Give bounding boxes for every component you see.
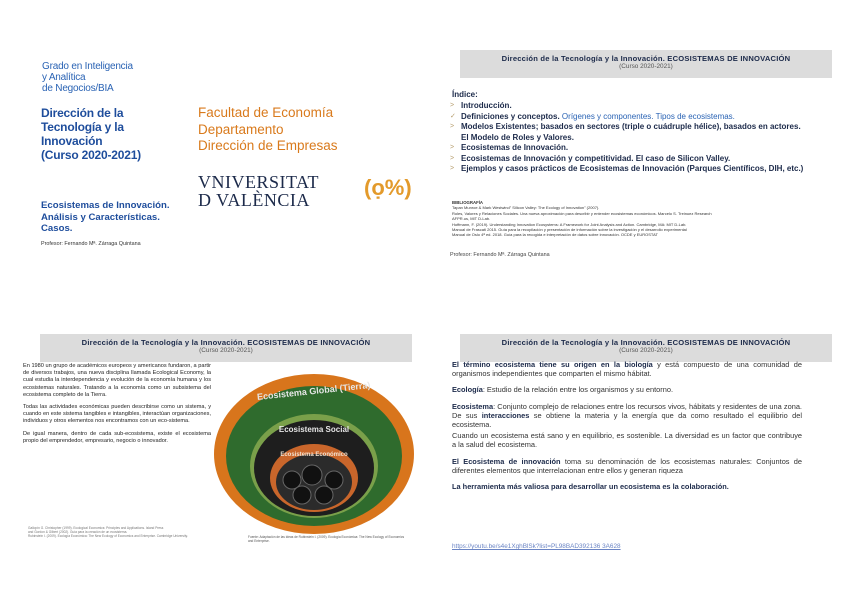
index-item-bold: Ecosistemas de Innovación y competitividad. El caso de Silicon Valley. [461, 153, 731, 163]
university-name-line: VNIVERSITAT [198, 172, 320, 192]
index-item [450, 101, 810, 112]
faculty-line: Dirección de Empresas [198, 138, 338, 153]
bibliography-entry: AFPR.us, MIT D-Lab. [452, 216, 491, 222]
subject-line: Análisis y Características. [41, 211, 160, 223]
course-title-line: Innovación [41, 134, 103, 148]
faculty-logo-icon: (ọ%) [364, 175, 412, 200]
subject-line: Casos. [41, 223, 73, 234]
header-course: (Curso 2020-2021) [619, 347, 673, 354]
definition-biology [452, 360, 802, 378]
definition-term: El Ecosistema de innovación [452, 456, 561, 466]
course-title [41, 106, 141, 162]
definition-health: Cuando un ecosistema está sano y en equilibrio, es sostenible. La diversidad es un factor que contribuye a la salud del ecosistema. [452, 431, 802, 450]
header-title: Dirección de la Tecnología y la Innovación. ECOSISTEMAS DE INNOVACIÓN [81, 338, 371, 347]
bibliography-entry: Tapan Munroe & Mark Westwind" Silicon Valley: The Ecology of Innovation" (2007). [452, 205, 600, 211]
ecology-text [23, 363, 211, 450]
subject-line: Ecosistemas de Innovación. [41, 200, 170, 211]
bibliography-entry: Hoffmann, F. (2019). Understanding Innovation Ecosystems: A Framework for Joint Analysis and Action. Cambridge, MA: MIT D-Lab. [452, 221, 687, 227]
video-link[interactable]: https://youtu.be/s4e1XghBlSk?list=PL98BAD392136 3A628 [452, 543, 621, 550]
slide-subject [41, 200, 170, 235]
degree-line: Grado en Inteligencia [42, 61, 133, 72]
diagram-middle-label: Ecosistema Social [278, 425, 350, 434]
reference-line: Rubinstein I. (2009). Ecología Económica: The New Ecology of Economics and Enterprise. Cambridge University. [28, 534, 188, 538]
index-item-bold: Ecosistemas de Innovación. [461, 143, 569, 152]
index-item [450, 164, 810, 175]
header-course: (Curso 2020-2021) [199, 347, 253, 354]
definition-text: y está compuesto de una comunidad de organismos independientes que comparten el mismo hábitat. [452, 360, 802, 379]
faculty-line: Facultad de Economía [198, 105, 334, 120]
header-course: (Curso 2020-2021) [619, 63, 673, 70]
slide-header [40, 334, 412, 362]
diagram-node [302, 465, 322, 485]
bibliography-entry: Manual de Oslo 4ª ed. 2018. Guía para la recogida e interpretación de datos sobre innovación. OCDE y EUROSTAT [452, 232, 658, 238]
index-item-bold: Definiciones y conceptos. [461, 111, 560, 121]
diagram-node [293, 486, 311, 504]
ecology-paragraph: En 1980 un grupo de académicos europeos y americanos fundaron, a partir de diversos trabajos, una nueva disciplina llamada Ecological Economy, la cual estudia la interdependencia y evolución de la economía humana y los ecosistemas naturales. Tratando a la economía como un subsistema del ecosistema completo de la Tierra. [23, 363, 211, 398]
header-title: Dirección de la Tecnología y la Innovación. ECOSISTEMAS DE INNOVACIÓN [501, 338, 791, 347]
index-item-rest: Orígenes y componentes. Tipos de ecosistemas. [559, 111, 735, 121]
index-item [450, 143, 810, 154]
reference-line: Gallopín G. Christopher (1999). Ecological Economics: Principles and Applications. Island Press [28, 526, 164, 530]
bibliography [452, 200, 712, 238]
ecology-paragraph: De igual manera, dentro de cada sub-ecosistema, existe el ecosistema propio del emprendedor, empresario, negocio o innovador. [23, 430, 211, 444]
definition-ecology [452, 385, 802, 394]
index-list [450, 101, 810, 175]
bullet-icon: > [450, 102, 455, 109]
bullet-icon: > [450, 154, 455, 162]
slide-title [20, 40, 424, 311]
definitions-text [452, 360, 802, 498]
degree-label [42, 61, 133, 94]
ecosystem-diagram [212, 372, 418, 537]
index-heading: Índice: [452, 90, 478, 99]
definition-text: toma su denominación de los ecosistemas naturales: Conjuntos de diferentes elementos que interrelacionan entre ellos y generan riqueza [452, 456, 802, 475]
slide-definitions [440, 324, 844, 595]
index-item [450, 112, 810, 123]
bibliography-title: BIBLIOGRAFÍA [452, 200, 484, 205]
index-item-bold: Ejemplos y casos prácticos de Ecosistemas de Innovación (Parques Científicos, DIH, etc.) [461, 164, 804, 173]
bullet-icon: > [450, 165, 455, 172]
index-item [450, 154, 810, 165]
course-title-line: (Curso 2020-2021) [41, 148, 141, 162]
definition-text: : Estudio de la relación entre los organismos y su entorno. [482, 385, 674, 395]
definition-text: : Conjunto complejo de relaciones entre los recursos vivos, hábitats y residentes de una zona. De sus [452, 401, 802, 420]
bibliography-entry: Roles, Valores y Relaciones Sociales. Una nueva aproximación para describir y entender ecosistemas económicos. Marcelo S. Treinuez Research [452, 210, 712, 216]
reference-line: and Gordon & Gilbert (2002). Guía para la creación de un ecosistema. [28, 530, 128, 534]
slide-ecology [20, 324, 424, 595]
faculty-label [198, 105, 338, 155]
slide-header [460, 50, 832, 78]
index-item-bold: Modelos Existentes; basados en sectores (triple o cuádruple hélice), basados en actores. El Modelo de Roles y Valores. [461, 122, 801, 142]
ecology-paragraph: Todas las actividades económicas pueden describirse como un sistema, y cuando en este sistema tangibles e intangibles, interactúan organizaciones, individuos y otros elementos nos encontramos con un eco-sistema. [23, 404, 211, 425]
header-title: Dirección de la Tecnología y la Innovación. ECOSISTEMAS DE INNOVACIÓN [501, 54, 791, 63]
university-name-line: D VALÈNCIA [198, 190, 310, 210]
definition-term: El término ecosistema tiene su origen en la biología [452, 360, 653, 369]
index-item-bold: Introducción. [461, 101, 512, 110]
faculty-line: Departamento [198, 121, 284, 137]
bullet-icon: > [450, 123, 455, 130]
university-logo [198, 172, 412, 213]
ecology-references [28, 526, 208, 538]
collaboration-statement: La herramienta más valiosa para desarrollar un ecosistema es la colaboración. [452, 482, 729, 492]
course-title-line: Tecnología y la [41, 120, 124, 134]
definition-innovation [452, 457, 802, 475]
bibliography-entry: Manual de Frascati 2015. Guía para la recopilación y presentación de información sobre la investigación y el desarrollo experimental [452, 227, 687, 233]
diagram-inner-label: Ecosistema Económico [280, 452, 348, 458]
definition-ecosystem [452, 402, 802, 430]
diagram-source: Fuente: Adaptación de las ideas de Rubinstein I. (2009). Ecología Económica: The New Ecology of Economics and Enterprise. [248, 535, 405, 543]
diagram-outer-label: Ecosistema Global (Tierra) [256, 380, 371, 402]
bullet-icon: > [450, 144, 455, 151]
course-title-line: Dirección de la [41, 106, 124, 120]
check-icon: ✓ [450, 112, 456, 120]
definition-text: se obtiene la materia y la energía que da como resultado el equilibrio del ecosistema. [452, 410, 802, 430]
degree-line: de Negocios/BIA [42, 83, 114, 94]
definition-term: Ecología [452, 385, 483, 395]
degree-line: y Analítica [42, 72, 86, 83]
diagram-node [315, 486, 333, 504]
definition-term: interacciones [481, 410, 530, 420]
professor-name: Profesor: Fernando Mª. Zárraga Quintana [41, 241, 141, 247]
slide-index [440, 40, 844, 311]
index-item [450, 122, 810, 143]
slide-header [460, 334, 832, 362]
definition-term: Ecosistema [452, 401, 494, 411]
professor-name: Profesor: Fernando Mª. Zárraga Quintana [450, 252, 550, 258]
